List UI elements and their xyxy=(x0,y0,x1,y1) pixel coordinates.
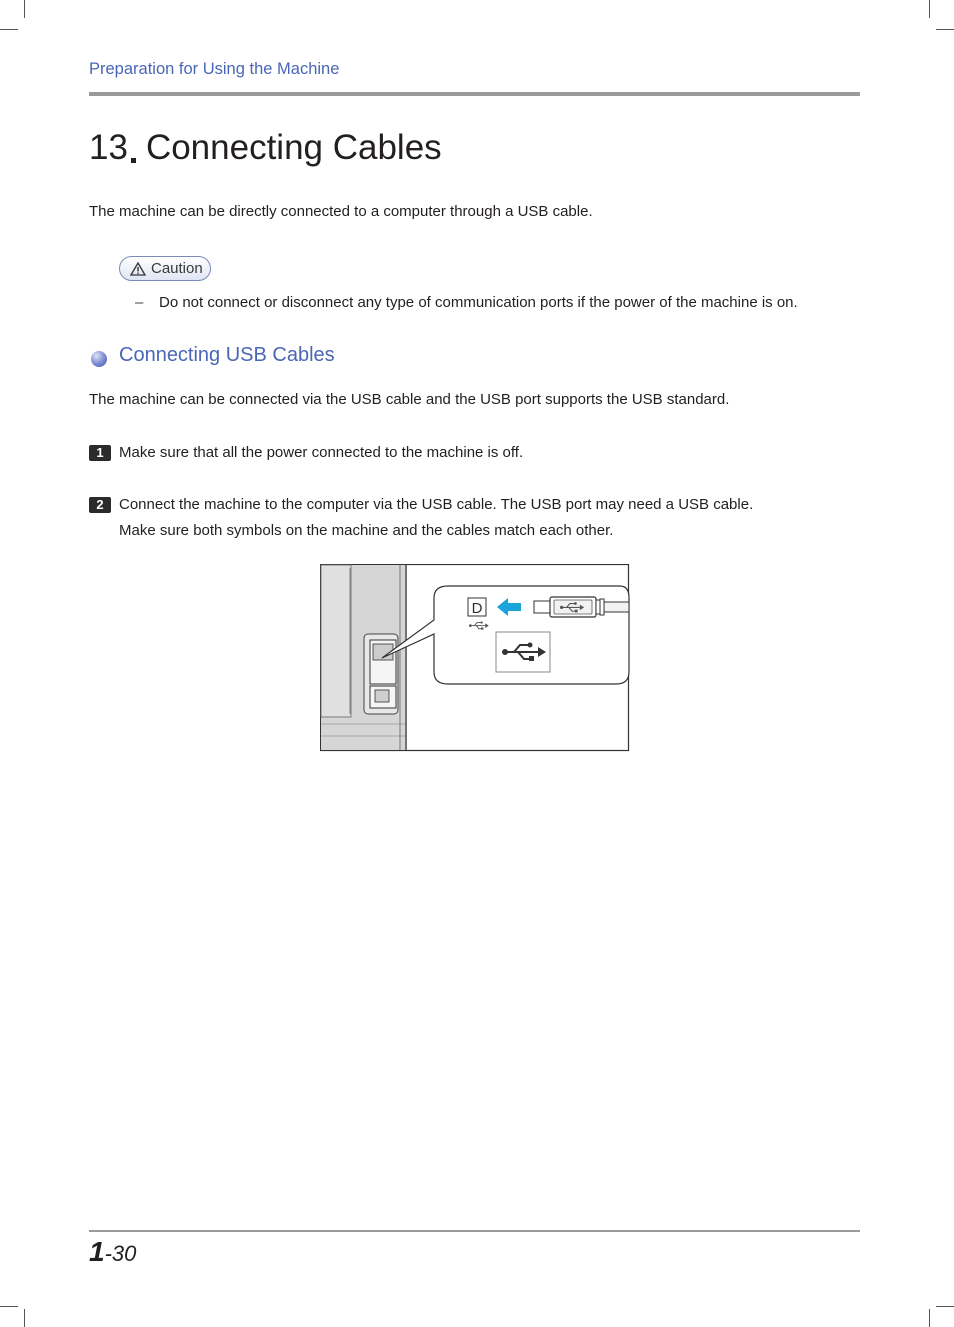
blue-sphere-bullet-icon xyxy=(91,351,107,367)
step-number-badge: 2 xyxy=(89,497,111,513)
page-number-page: -30 xyxy=(104,1241,137,1266)
caution-dash: – xyxy=(135,294,144,311)
footer-rule xyxy=(89,1230,860,1232)
chapter-title xyxy=(89,128,442,168)
warning-triangle-icon xyxy=(130,262,146,276)
usb-connection-illustration xyxy=(320,564,630,752)
chapter-title-text: Connecting Cables xyxy=(145,128,442,167)
running-head: Preparation for Using the Machine xyxy=(89,60,340,78)
crop-mark xyxy=(0,1306,18,1307)
step-number-badge: 1 xyxy=(89,445,111,461)
page-number xyxy=(89,1236,136,1268)
crop-mark xyxy=(929,0,930,18)
crop-mark xyxy=(24,0,25,18)
chapter-number: 13 xyxy=(89,128,128,167)
crop-mark xyxy=(0,29,18,30)
chapter-number-dot xyxy=(131,158,136,163)
caution-label: Caution xyxy=(151,260,203,277)
crop-mark xyxy=(936,1306,954,1307)
page-number-chapter: 1 xyxy=(89,1236,105,1267)
chapter-intro: The machine can be directly connected to a computer through a USB cable. xyxy=(89,203,593,220)
step-text: Connect the machine to the computer via the USB cable. The USB port may need a USB cable. xyxy=(119,496,754,513)
section-title: Connecting USB Cables xyxy=(119,344,335,366)
crop-mark xyxy=(24,1309,25,1327)
header-rule xyxy=(89,92,860,96)
step-text: Make sure both symbols on the machine and the cables match each other. xyxy=(119,522,614,539)
caution-badge xyxy=(119,256,211,281)
crop-mark xyxy=(936,29,954,30)
port-letter: D xyxy=(471,600,483,617)
step-text: Make sure that all the power connected to the machine is off. xyxy=(119,444,524,461)
section-intro: The machine can be connected via the USB cable and the USB port supports the USB standard. xyxy=(89,391,730,408)
caution-text: Do not connect or disconnect any type of communication ports if the power of the machine is on. xyxy=(159,294,798,311)
crop-mark xyxy=(929,1309,930,1327)
